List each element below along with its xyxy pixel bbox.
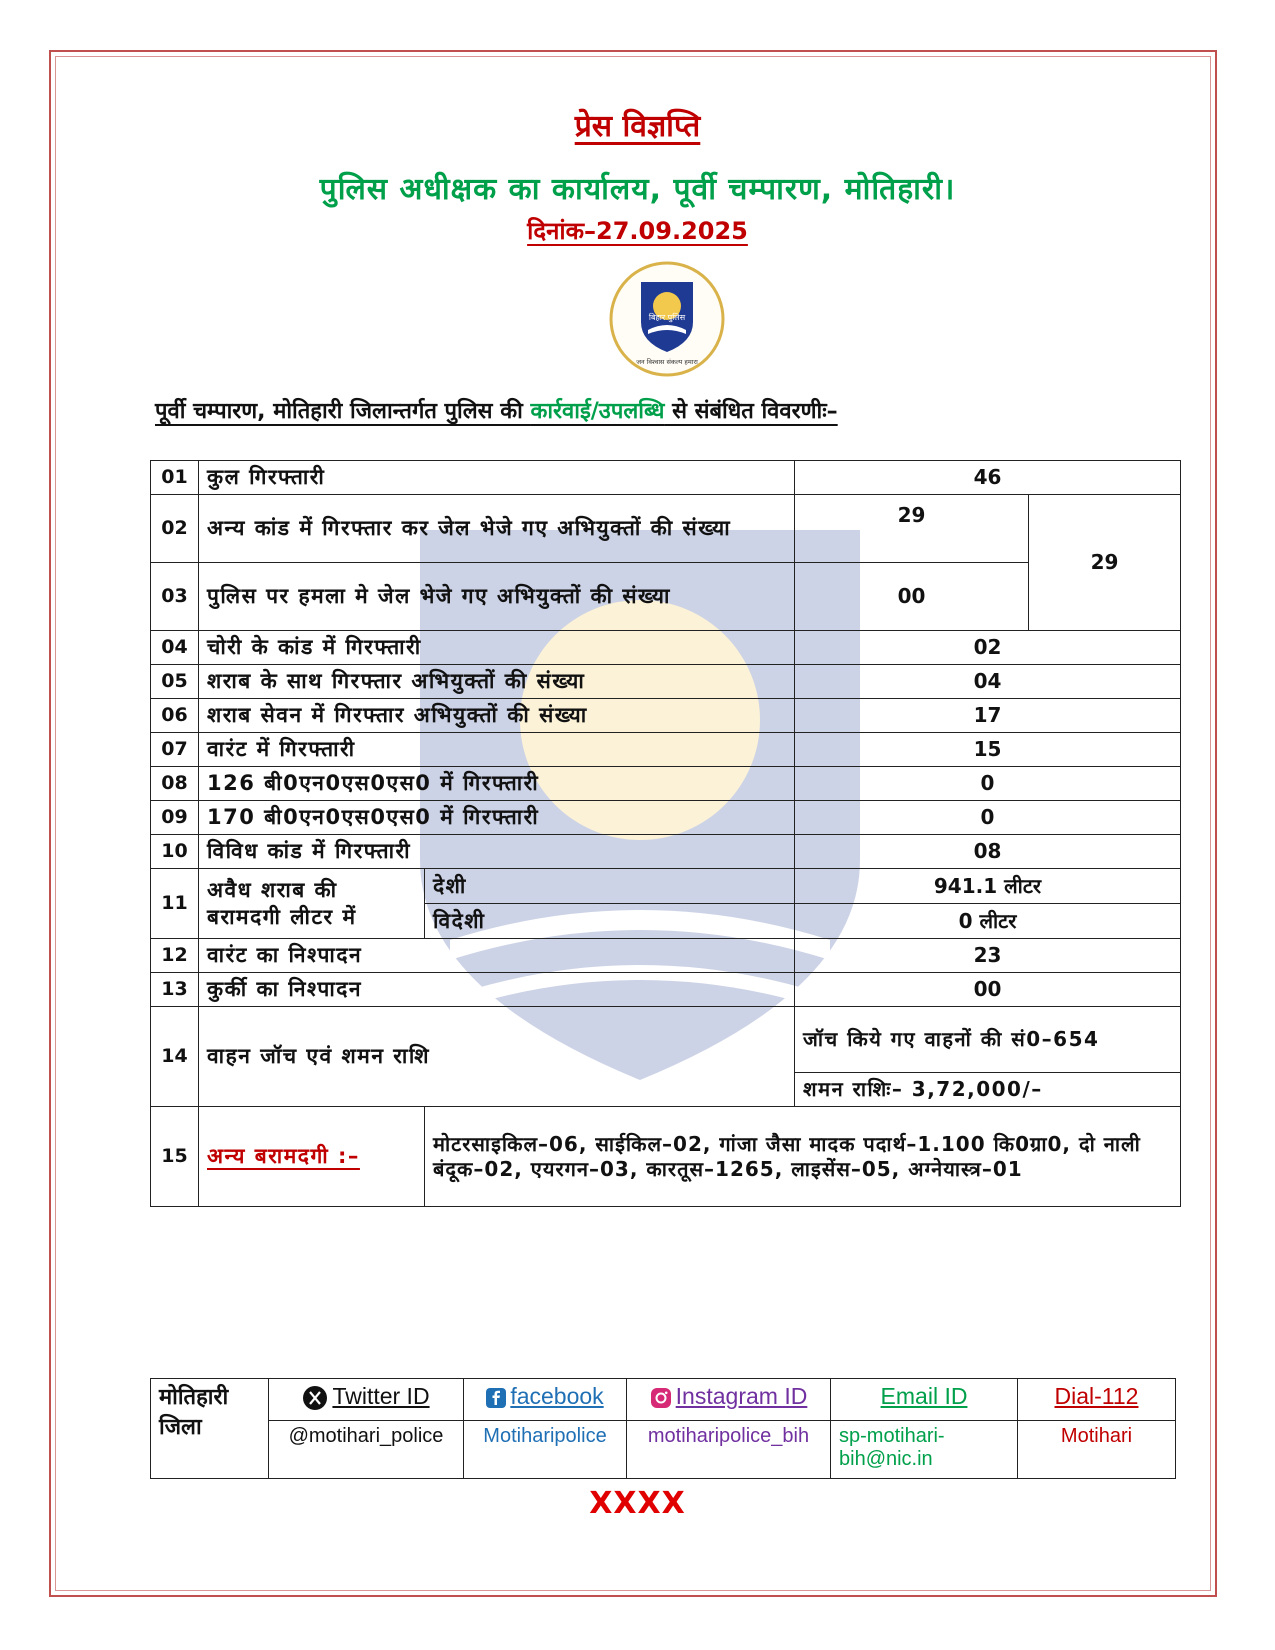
row-number: 13 [151, 973, 199, 1007]
fine-amount: शमन राशिः– 3,72,000/– [795, 1073, 1181, 1107]
twitter-link[interactable]: Twitter ID [269, 1379, 464, 1421]
table-row [151, 461, 1181, 495]
achievements-table [150, 460, 1181, 1207]
liquor-type-videshi: विदेशी [425, 904, 795, 939]
row-number: 08 [151, 767, 199, 801]
email-address[interactable]: sp-motihari-bih@nic.in [831, 1421, 1018, 1479]
row-number: 06 [151, 699, 199, 733]
table-row [151, 563, 1181, 631]
facebook-icon [486, 1388, 506, 1408]
instagram-icon [650, 1387, 672, 1409]
row-number: 05 [151, 665, 199, 699]
release-date: दिनांक–27.09.2025 [527, 217, 748, 245]
row-value: 17 [795, 699, 1181, 733]
merged-total: 29 [1029, 495, 1181, 631]
table-row [151, 631, 1181, 665]
row-number: 02 [151, 495, 199, 563]
row-value: 02 [795, 631, 1181, 665]
table-row [151, 835, 1181, 869]
row-value: 00 [795, 563, 1029, 631]
row-value: 08 [795, 835, 1181, 869]
row-number: 07 [151, 733, 199, 767]
row-value: 0 [795, 801, 1181, 835]
row-number: 04 [151, 631, 199, 665]
row-label: वारंट में गिरफ्तारी [199, 733, 795, 767]
table-row [151, 665, 1181, 699]
table-row [151, 767, 1181, 801]
press-release-title: प्रेस विज्ञप्ति [574, 109, 701, 144]
email-label[interactable]: Email ID [831, 1379, 1018, 1421]
end-mark: XXXX [589, 1486, 686, 1521]
row-label: चोरी के कांड में गिरफ्तारी [199, 631, 795, 665]
table-row [151, 1007, 1181, 1073]
row-label: वारंट का निश्पादन [199, 939, 795, 973]
table-row [151, 939, 1181, 973]
logo-text-top: बिहार पुलिस [648, 313, 686, 322]
row-label: 170 बी0एन0एस0एस0 में गिरफ्तारी [199, 801, 795, 835]
row-label: अवैध शराब की बरामदगी लीटर में [199, 869, 425, 939]
facebook-handle[interactable]: Motiharipolice [464, 1421, 627, 1479]
row-value: 46 [795, 461, 1181, 495]
row-value: 29 [795, 495, 1029, 563]
table-row [151, 801, 1181, 835]
twitter-handle[interactable]: @motihari_police [269, 1421, 464, 1479]
row-number: 12 [151, 939, 199, 973]
row-label: पुलिस पर हमला मे जेल भेजे गए अभियुक्तों की संख्या [199, 563, 795, 631]
logo-motto: जन विश्वास संकल्प हमारा [636, 358, 698, 366]
table-row [151, 869, 1181, 904]
row-label: शराब सेवन में गिरफ्तार अभियुक्तों की संख्या [199, 699, 795, 733]
instagram-handle[interactable]: motiharipolice_bih [627, 1421, 831, 1479]
x-twitter-icon [302, 1385, 328, 1411]
row-number: 09 [151, 801, 199, 835]
table-row [151, 495, 1181, 563]
row-number: 03 [151, 563, 199, 631]
table-row [151, 973, 1181, 1007]
summary-subtitle: पूर्वी चम्पारण, मोतिहारी जिलान्तर्गत पुलिस की कार्रवाई/उपलब्धि से संबंधित विवरणीः– [155, 399, 838, 424]
dial-label[interactable]: Dial-112 [1018, 1379, 1176, 1421]
row-number: 15 [151, 1107, 199, 1207]
liquor-desi-value: 941.1 लीटर [795, 869, 1181, 904]
row-number: 14 [151, 1007, 199, 1107]
row-label: अन्य कांड में गिरफ्तार कर जेल भेजे गए अभियुक्तों की संख्या [199, 495, 795, 563]
row-value: 0 [795, 767, 1181, 801]
row-value: 23 [795, 939, 1181, 973]
row-number: 01 [151, 461, 199, 495]
row-label: अन्य बरामदगी :– [199, 1107, 425, 1207]
row-label: कुल गिरफ्तारी [199, 461, 795, 495]
row-label: शराब के साथ गिरफ्तार अभियुक्तों की संख्या [199, 665, 795, 699]
instagram-link[interactable]: Instagram ID [627, 1379, 831, 1421]
liquor-type-desi: देशी [425, 869, 795, 904]
table-row [151, 733, 1181, 767]
row-number: 11 [151, 869, 199, 939]
table-row [151, 699, 1181, 733]
row-label: विविध कांड में गिरफ्तारी [199, 835, 795, 869]
row-label: 126 बी0एन0एस0एस0 में गिरफ्तारी [199, 767, 795, 801]
liquor-videshi-value: 0 लीटर [795, 904, 1181, 939]
row-number: 10 [151, 835, 199, 869]
bihar-police-logo [608, 260, 726, 378]
social-footer-table [150, 1378, 1176, 1479]
row-label: वाहन जॉच एवं शमन राशि [199, 1007, 795, 1107]
vehicle-check-count: जॉच किये गए वाहनों की सं0–654 [795, 1007, 1181, 1073]
row-value: 00 [795, 973, 1181, 1007]
district-label: मोतिहारी जिला [151, 1379, 269, 1479]
other-recoveries: मोटरसाइकिल–06, साईकिल–02, गांजा जैसा मादक पदार्थ–1.100 कि0ग्रा0, दो नाली बंदूक–02, एयरगन–03, कारतूस–1265, लाइसेंस–05, अग्नेयास्त्र–01 [425, 1107, 1181, 1207]
facebook-link[interactable]: facebook [464, 1379, 627, 1421]
row-label: कुर्की का निश्पादन [199, 973, 795, 1007]
office-heading: पुलिस अधीक्षक का कार्यालय, पूर्वी चम्पारण, मोतिहारी। [319, 172, 956, 207]
row-value: 15 [795, 733, 1181, 767]
row-value: 04 [795, 665, 1181, 699]
table-row [151, 1107, 1181, 1207]
dial-location: Motihari [1018, 1421, 1176, 1479]
